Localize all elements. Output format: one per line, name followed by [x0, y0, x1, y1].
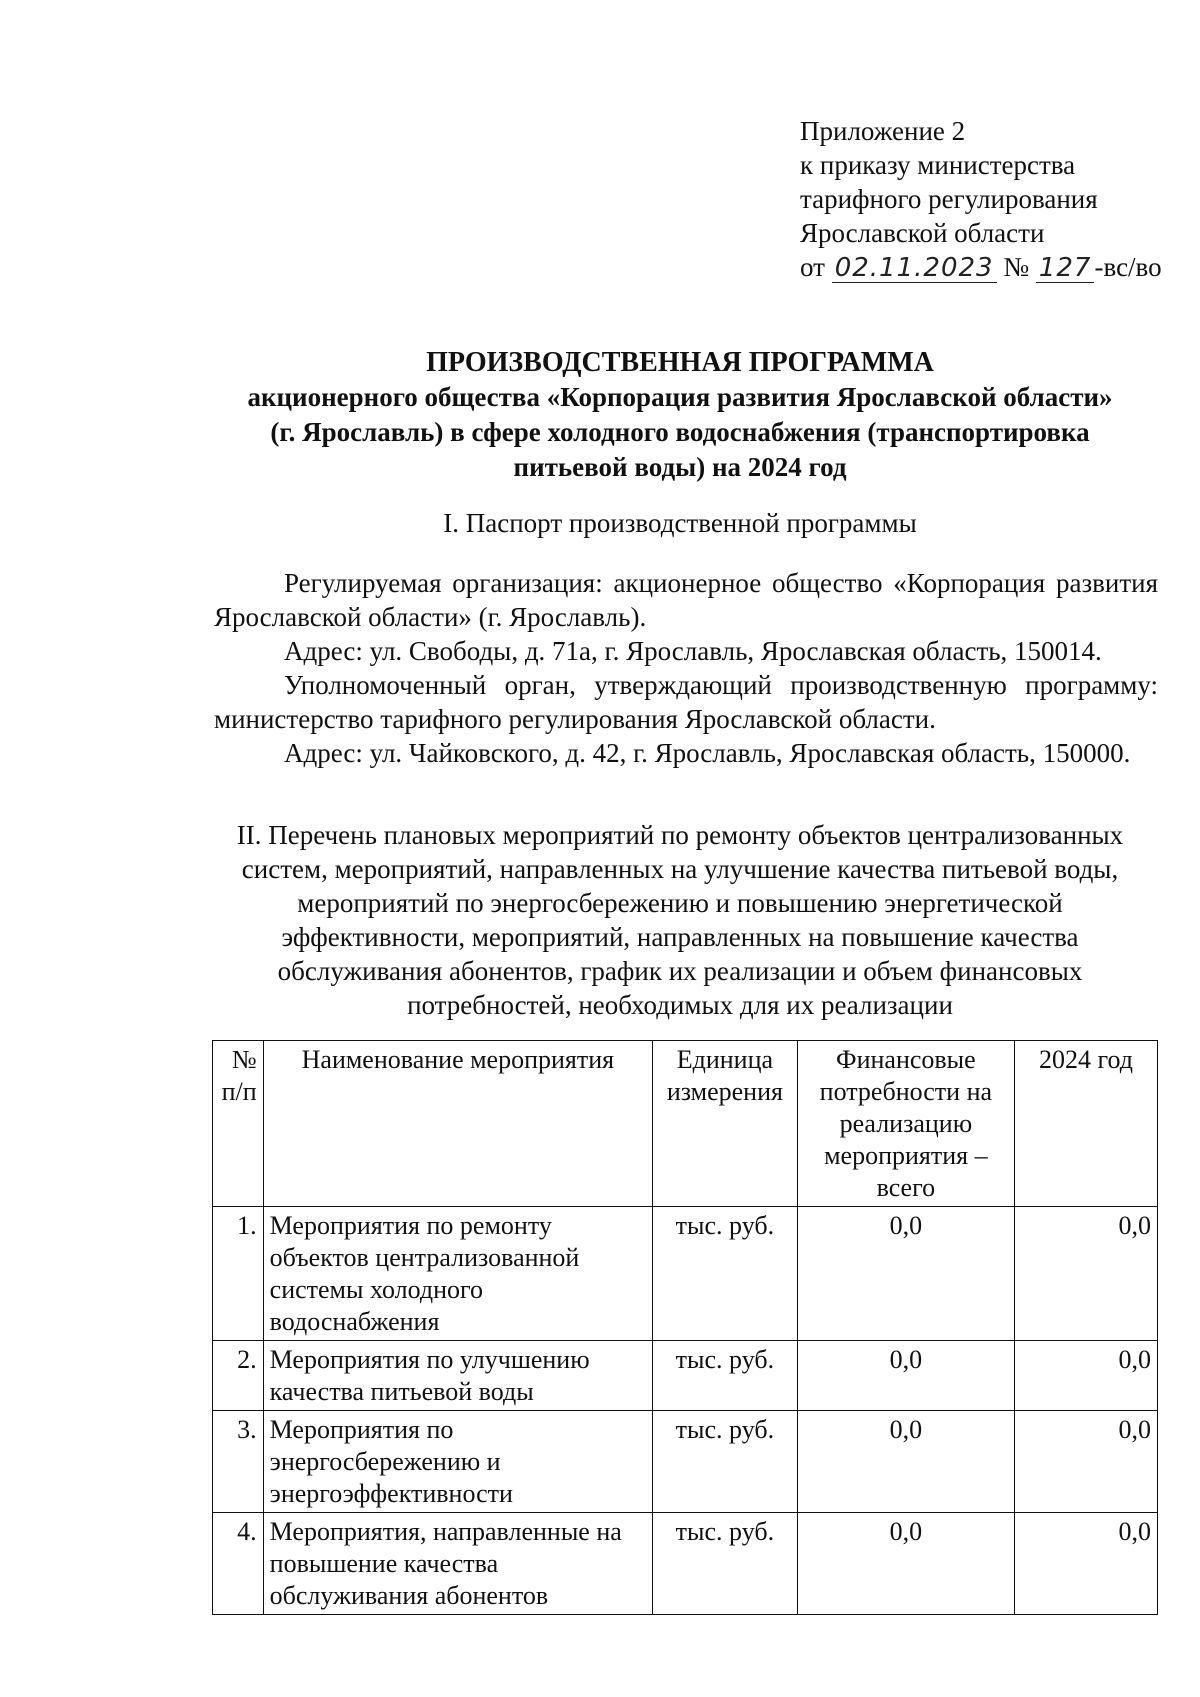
passport-org-address: Адрес: ул. Свободы, д. 71а, г. Ярославль, Ярославская область, 150014. — [284, 636, 1102, 666]
row-year-value: 0,0 — [1015, 1513, 1158, 1615]
passport-organization: Регулируемая организация: акционерное общество «Корпорация развития Ярославской области» (г. Ярославль). — [214, 568, 1158, 632]
passport-authority: Уполномоченный орган, утверждающий производственную программу: министерство тарифного регулирования Ярославской области. — [214, 670, 1158, 734]
title-line-3: питьевой воды) на 2024 год — [513, 452, 847, 482]
row-unit: тыс. руб. — [653, 1513, 798, 1615]
passport-authority-address: Адрес: ул. Чайковского, д. 42, г. Ярославль, Ярославская область, 150000. — [284, 738, 1131, 768]
title-line-2: (г. Ярославль) в сфере холодного водоснабжения (транспортировка — [270, 417, 1090, 447]
row-financial-needs: 0,0 — [797, 1513, 1014, 1615]
row-num: 4. — [213, 1513, 264, 1615]
section-2-line-2: систем, мероприятий, направленных на улучшение качества питьевой воды, — [241, 854, 1119, 884]
header-year: 2024 год — [1015, 1041, 1158, 1207]
title-main: ПРОИЗВОДСТВЕННАЯ ПРОГРАММА — [426, 347, 934, 378]
row-year-value: 0,0 — [1015, 1341, 1158, 1411]
header-name: Наименование мероприятия — [263, 1041, 652, 1207]
row-financial-needs: 0,0 — [797, 1207, 1014, 1341]
row-year-value: 0,0 — [1015, 1411, 1158, 1513]
number-prefix: № — [1003, 252, 1030, 282]
row-financial-needs: 0,0 — [797, 1341, 1014, 1411]
row-unit: тыс. руб. — [653, 1341, 798, 1411]
row-year-value: 0,0 — [1015, 1207, 1158, 1341]
table-header-row — [213, 1041, 1158, 1207]
row-unit: тыс. руб. — [653, 1207, 798, 1341]
header-num: № п/п — [213, 1041, 264, 1207]
row-name: Мероприятия по улучшению качества питьевой воды — [263, 1341, 652, 1411]
annex-line-4: Ярославской области — [800, 218, 1045, 248]
annex-date-line — [800, 250, 1162, 284]
title-line-1: акционерного общества «Корпорация развития Ярославской области» — [247, 382, 1113, 412]
row-num: 2. — [213, 1341, 264, 1411]
annex-line-3: тарифного регулирования — [800, 184, 1098, 214]
header-financial-needs: Финансовые потребности на реализацию мероприятия – всего — [797, 1041, 1014, 1207]
handwritten-date: 02.11.2023 — [832, 254, 997, 283]
section-2-line-4: эффективности, мероприятий, направленных на повышение качества — [281, 922, 1079, 952]
passport-text — [214, 566, 1158, 770]
measures-table — [212, 1040, 1158, 1615]
row-name: Мероприятия по ремонту объектов централизованной системы холодного водоснабжения — [263, 1207, 652, 1341]
annex-header — [800, 114, 1162, 284]
header-unit: Единица измерения — [653, 1041, 798, 1207]
number-suffix: -вс/во — [1094, 252, 1162, 282]
section-2-line-1: II. Перечень плановых мероприятий по ремонту объектов централизованных — [236, 820, 1124, 850]
annex-line-2: к приказу министерства — [800, 150, 1076, 180]
table-row — [213, 1207, 1158, 1341]
row-num: 1. — [213, 1207, 264, 1341]
date-prefix: от — [800, 252, 825, 282]
row-unit: тыс. руб. — [653, 1411, 798, 1513]
section-1-heading: I. Паспорт производственной программы — [443, 508, 917, 538]
section-2-heading — [200, 818, 1160, 1022]
annex-line-1: Приложение 2 — [800, 116, 966, 146]
section-2-line-6: потребностей, необходимых для их реализации — [407, 990, 953, 1020]
table-row — [213, 1341, 1158, 1411]
row-num: 3. — [213, 1411, 264, 1513]
section-2-line-5: обслуживания абонентов, график их реализации и объем финансовых — [277, 956, 1083, 986]
row-name: Мероприятия по энергосбережению и энергоэффективности — [263, 1411, 652, 1513]
section-2-line-3: мероприятий по энергосбережению и повышению энергетической — [297, 888, 1063, 918]
document-title — [200, 345, 1160, 485]
handwritten-number: 127 — [1036, 254, 1095, 283]
row-financial-needs: 0,0 — [797, 1411, 1014, 1513]
row-name: Мероприятия, направленные на повышение качества обслуживания абонентов — [263, 1513, 652, 1615]
table-row — [213, 1513, 1158, 1615]
table-row — [213, 1411, 1158, 1513]
